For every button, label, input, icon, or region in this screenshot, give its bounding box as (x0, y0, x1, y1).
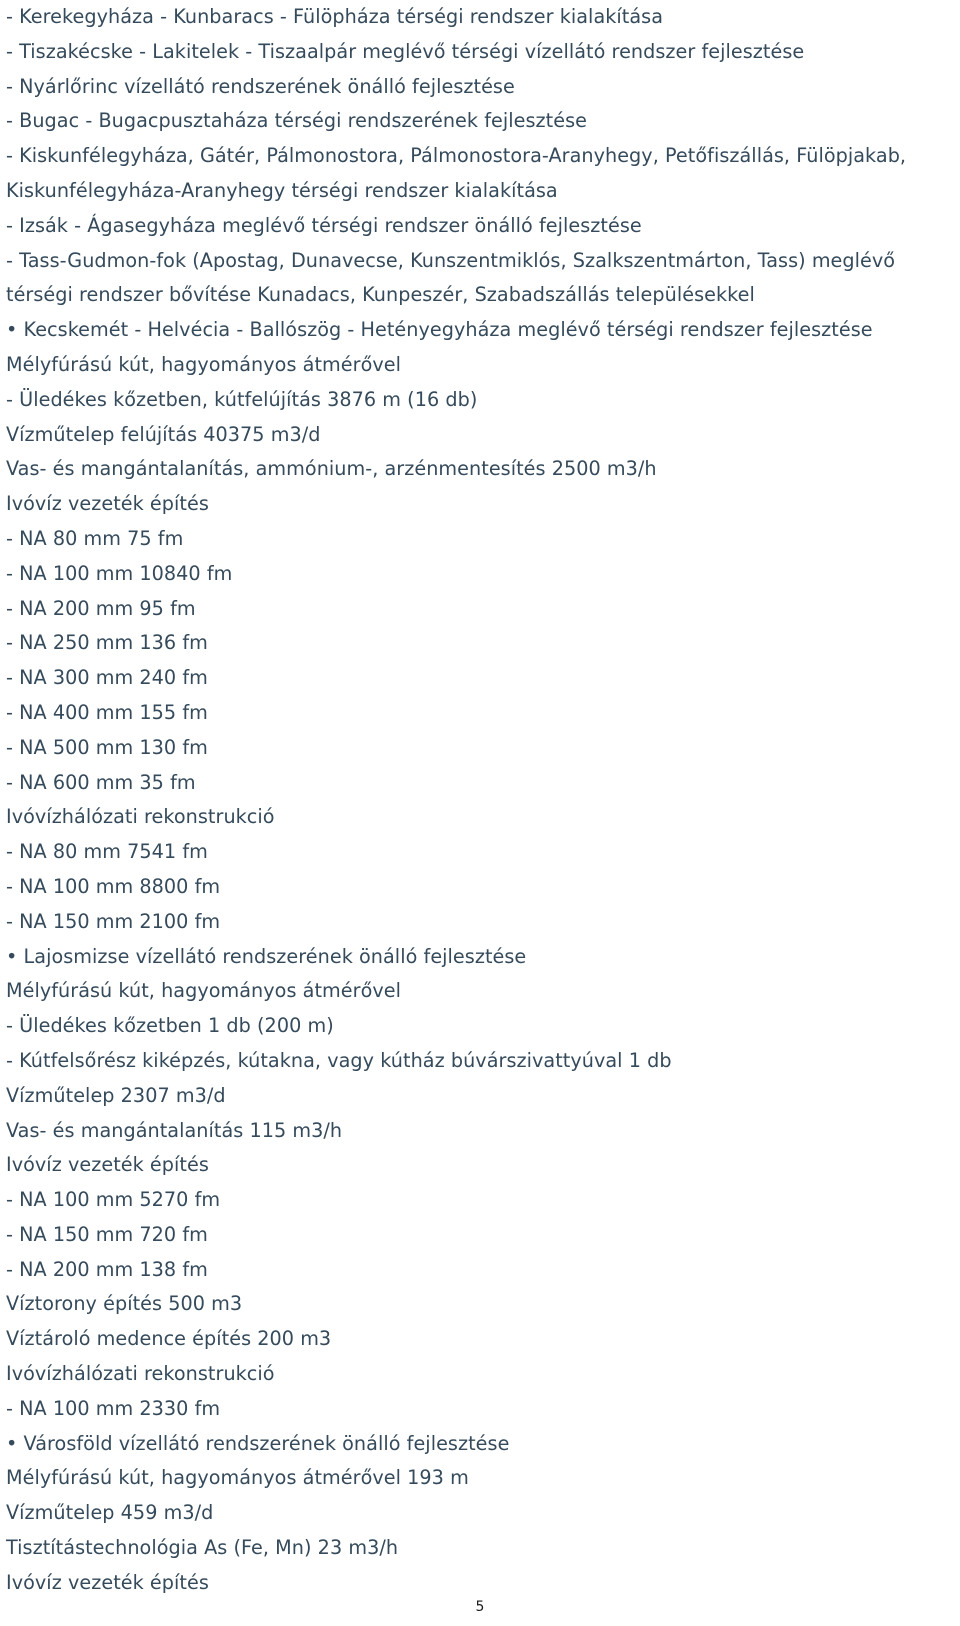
text-line: - Kiskunfélegyháza, Gátér, Pálmonostora, Pálmonostora-Aranyhegy, Petőfiszállás, Fülöpjakab, (6, 144, 907, 168)
text-line: Vízműtelep 459 m3/d (6, 1501, 214, 1525)
text-line: - Bugac - Bugacpusztaháza térségi rendszerének fejlesztése (6, 109, 587, 133)
text-line: Víztároló medence építés 200 m3 (6, 1327, 332, 1351)
text-line: - Üledékes kőzetben 1 db (200 m) (6, 1014, 334, 1038)
text-line: - Izsák - Ágasegyháza meglévő térségi rendszer önálló fejlesztése (6, 213, 642, 237)
text-line: - Nyárlőrinc vízellátó rendszerének önálló fejlesztése (6, 74, 515, 98)
text-line: Mélyfúrású kút, hagyományos átmérővel (6, 352, 402, 376)
text-line: Ivóvíz vezeték építés (6, 1570, 209, 1594)
text-line: - NA 200 mm 95 fm (6, 596, 196, 620)
text-line: - NA 250 mm 136 fm (6, 631, 208, 655)
text-line: Víztorony építés 500 m3 (6, 1292, 243, 1316)
text-line: - NA 150 mm 720 fm (6, 1222, 208, 1246)
text-line: Mélyfúrású kút, hagyományos átmérővel (6, 979, 402, 1003)
text-line: - NA 400 mm 155 fm (6, 700, 208, 724)
bullet-heading: • Városföld vízellátó rendszerének önálló fejlesztése (6, 1431, 510, 1455)
text-line: Vas- és mangántalanítás 115 m3/h (6, 1118, 343, 1142)
text-line: - NA 500 mm 130 fm (6, 735, 208, 759)
text-line: - Kútfelsőrész kiképzés, kútakna, vagy kútház búvárszivattyúval 1 db (6, 1048, 672, 1072)
text-line: Ivóvízhálózati rekonstrukció (6, 805, 275, 829)
text-line: - NA 80 mm 7541 fm (6, 840, 208, 864)
text-line: - NA 600 mm 35 fm (6, 770, 196, 794)
bullet-heading: • Lajosmizse vízellátó rendszerének önálló fejlesztése (6, 944, 527, 968)
document-body (6, 0, 954, 1601)
text-line: - NA 100 mm 5270 fm (6, 1188, 221, 1212)
bullet-heading: • Kecskemét - Helvécia - Ballószög - Hetényegyháza meglévő térségi rendszer fejlesztése (6, 318, 873, 342)
text-line: - NA 100 mm 10840 fm (6, 561, 233, 585)
text-line: Ivóvízhálózati rekonstrukció (6, 1362, 275, 1386)
text-line: Vízműtelep 2307 m3/d (6, 1083, 226, 1107)
text-line: Mélyfúrású kút, hagyományos átmérővel 193 m (6, 1466, 469, 1490)
text-line: - NA 80 mm 75 fm (6, 526, 184, 550)
text-line: - NA 150 mm 2100 fm (6, 909, 221, 933)
text-line: Vas- és mangántalanítás, ammónium-, arzénmentesítés 2500 m3/h (6, 457, 657, 481)
text-line: Tisztítástechnológia As (Fe, Mn) 23 m3/h (6, 1536, 399, 1560)
text-line: - NA 200 mm 138 fm (6, 1257, 208, 1281)
text-line: Vízműtelep felújítás 40375 m3/d (6, 422, 321, 446)
text-line: - NA 100 mm 8800 fm (6, 874, 221, 898)
text-line: Kiskunfélegyháza-Aranyhegy térségi rendszer kialakítása (6, 178, 558, 202)
text-line: - Tass-Gudmon-fok (Apostag, Dunavecse, Kunszentmiklós, Szalkszentmárton, Tass) meglévő (6, 248, 896, 272)
text-line: - Kerekegyháza - Kunbaracs - Fülöpháza térségi rendszer kialakítása (6, 5, 664, 28)
text-line: Ivóvíz vezeték építés (6, 492, 209, 516)
text-line: térségi rendszer bővítése Kunadacs, Kunpeszér, Szabadszállás településekkel (6, 283, 755, 307)
text-line: - Üledékes kőzetben, kútfelújítás 3876 m (16 db) (6, 387, 478, 411)
text-line: - Tiszakécske - Lakitelek - Tiszaalpár meglévő térségi vízellátó rendszer fejlesztése (6, 39, 805, 63)
page-number: 5 (475, 1599, 485, 1615)
text-line: Ivóvíz vezeték építés (6, 1153, 209, 1177)
text-line: - NA 100 mm 2330 fm (6, 1396, 221, 1420)
text-line: - NA 300 mm 240 fm (6, 666, 208, 690)
